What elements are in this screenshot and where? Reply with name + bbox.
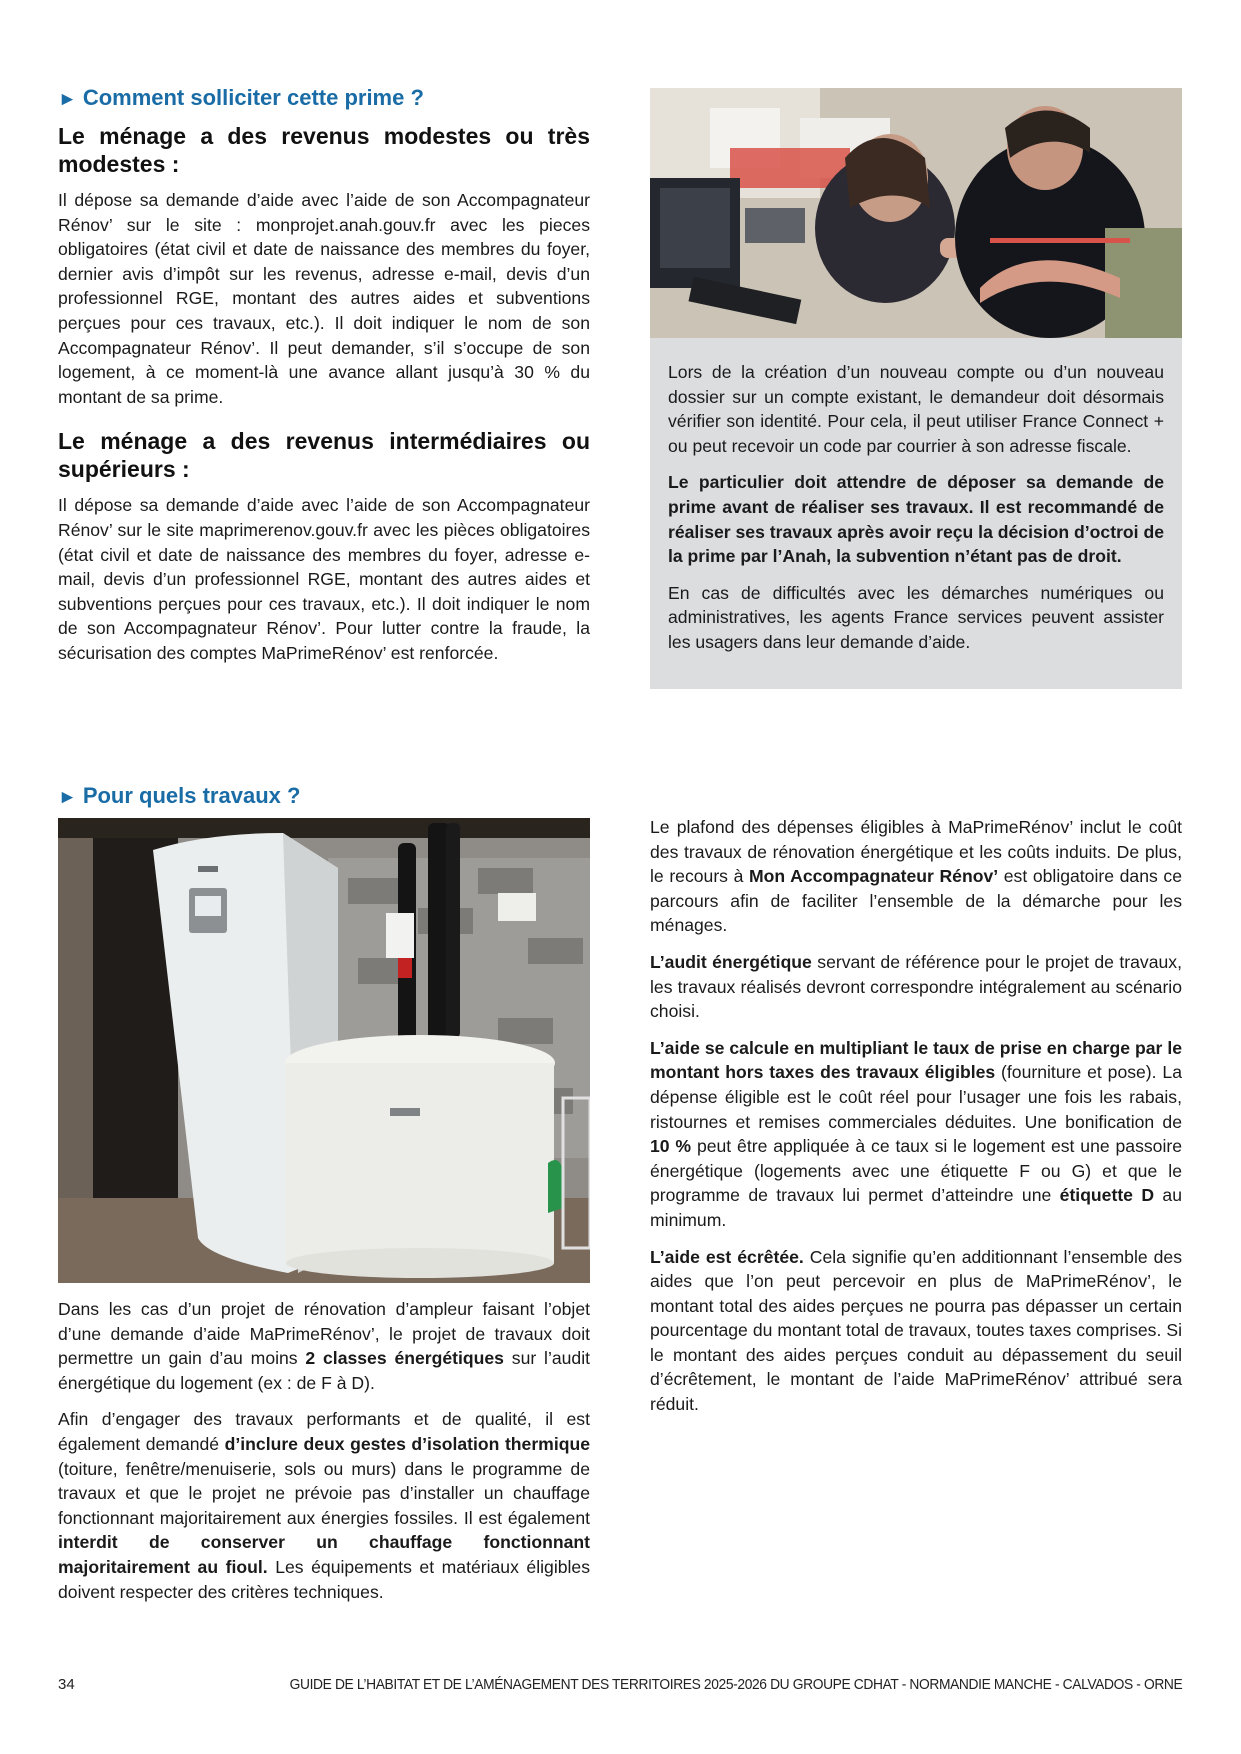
text-run: est obligatoire dans ce parcours afin de faciliter l’ensemble de la démarche pour les ménages. — [650, 866, 1182, 936]
heat-pump-photo-illustration — [58, 818, 590, 1283]
page-number: 34 — [58, 1676, 75, 1693]
text-run: (toiture, fenêtre/menuiserie, sols ou murs) dans le programme de travaux et que le projet ne prévoie pas d’installer un chauffage fonctionnant majoritairement aux énergies fossiles. Il est également — [58, 1458, 590, 1528]
left-top-column — [58, 84, 590, 678]
text-run: servant de référence pour le projet de travaux, les travaux réalisés devront correspondre intégralement au scénario choisi. — [650, 951, 1182, 1022]
office-photo — [650, 88, 1182, 338]
section-title-text: Pour quels travaux ? — [82, 783, 301, 808]
text-run: au minimum. — [650, 1185, 1182, 1230]
office-photo-illustration — [650, 88, 1182, 338]
text-run: peut être appliquée à ce taux si le logement est une passoire énergétique (logements avec une étiquette F ou G) et que le programme de travaux lui permet d’atteindre une — [650, 1136, 1182, 1206]
left-bottom-column — [58, 782, 590, 1616]
bold-fioul-ban: interdit de conserver un chauffage fonctionnant majoritairement au fioul. — [58, 1532, 590, 1577]
paragraph-ecretement — [650, 1245, 1182, 1417]
text-run: Les équipements et matériaux éligibles doivent respecter des critères techniques. — [58, 1556, 591, 1602]
right-top-column — [650, 88, 1182, 689]
section-title-comment-solliciter — [58, 84, 590, 114]
text-run: Dans les cas d’un projet de rénovation d’ampleur faisant l’objet d’une demande d’aide MaPrimeRénov’, le projet de travaux doit permettre un gain d’au moins — [58, 1299, 590, 1369]
bold-etiquette-d: étiquette D — [1059, 1185, 1155, 1206]
text-run: sur l’audit énergétique du logement (ex : de F à D). — [58, 1348, 590, 1393]
paragraph-isolation-requirements — [58, 1407, 590, 1604]
subtitle-intermediate-income: Le ménage a des revenus intermédiaires ou supérieurs : — [58, 428, 590, 483]
bold-10-percent: 10 % — [650, 1136, 692, 1157]
section-title-pour-quels-travaux — [58, 782, 590, 812]
info-box-warning-bold: Le particulier doit attendre de déposer sa demande de prime avant de réaliser ses travaux. Il est recommandé de réaliser ses travaux après avoir reçu la décision d’octroi de la prime par l’Anah, la subvention n’étant pas de droit. — [668, 472, 1164, 567]
paragraph-energy-classes — [58, 1297, 590, 1395]
triangle-right-icon: ► — [58, 89, 77, 110]
bold-ecretee: L’aide est écrêtée. — [650, 1246, 804, 1267]
paragraph-calcul — [650, 1036, 1182, 1233]
bold-2-classes: 2 classes énergétiques — [305, 1348, 504, 1369]
section-title-text: Comment solliciter cette prime ? — [82, 85, 424, 110]
bold-calcul: L’aide se calcule en multipliant le taux de prise en charge par le montant hors taxes des travaux éligibles — [650, 1037, 1182, 1083]
bold-audit: L’audit énergétique — [650, 951, 812, 972]
heat-pump-photo — [58, 818, 590, 1283]
bold-isolation: d’inclure deux gestes d’isolation thermique — [224, 1433, 590, 1454]
subtitle-modest-income: Le ménage a des revenus modestes ou très modestes : — [58, 123, 590, 177]
footer-title: GUIDE DE L’HABITAT ET DE L’AMÉNAGEMENT DES TERRITOIRES 2025-2026 DU GROUPE CDHAT - NORMANDIE MANCHE - CALVADOS - ORNE — [289, 1676, 1182, 1693]
text-run: Le plafond des dépenses éligibles à MaPrimeRénov’ inclut le coût des travaux de rénovation énergétique et les coûts induits. De plus, le recours à — [650, 817, 1182, 887]
info-box-france-services-paragraph: En cas de difficultés avec les démarches numériques ou administratives, les agents France services peuvent assister les usagers dans leur demande d’aide. — [668, 582, 1164, 652]
info-box — [650, 338, 1182, 689]
right-bottom-column — [650, 815, 1182, 1429]
text-run: (fourniture et pose). La dépense éligible est le coût réel pour l’usager une fois les rabais, ristournes et remises commerciales déduites. Une bonification de — [650, 1062, 1182, 1132]
paragraph-plafond — [650, 815, 1182, 938]
info-box-warning-paragraph — [668, 470, 1164, 568]
paragraph-intermediate-income: Il dépose sa demande d’aide avec l’aide de son Accompagnateur Rénov’ sur le site maprimerenov.gouv.fr avec les pièces obligatoires (état civil et date de naissance des membres du foyer, adresse e-mail, devis d’un professionnel RGE, montant des autres aides et subventions perçues pour ces travaux, etc.). Il doit indiquer le nom de son Accompagnateur Rénov’. Pour lutter contre la fraude, la sécurisation des comptes MaPrimeRénov’ est renforcée. — [58, 495, 590, 663]
paragraph-audit — [650, 950, 1182, 1024]
bold-accompagnateur: Mon Accompagnateur Rénov’ — [749, 866, 999, 887]
triangle-right-icon: ► — [58, 787, 77, 808]
info-box-identity-paragraph: Lors de la création d’un nouveau compte ou d’un nouveau dossier sur un compte existant, le demandeur doit désormais vérifier son identité. Pour cela, il peut utiliser France Connect + ou peut recevoir un code par courrier à son adresse fiscale. — [668, 362, 1164, 456]
text-run: Cela signifie qu’en additionnant l’ensemble des aides que l’on peut percevoir en plus de MaPrimeRénov’, le montant total des aides perçues ne pourra pas dépasser un certain pourcentage du montant total de travaux, toutes taxes comprises. Si le montant des aides perçues conduit au dépassement du seuil d’écrêtement, le montant de l’aide MaPrimeRénov’ attribué sera réduit. — [650, 1246, 1182, 1415]
paragraph-modest-income: Il dépose sa demande d’aide avec l’aide de son Accompagnateur Rénov’ sur le site : monprojet.anah.gouv.fr avec les pieces obligatoires (état civil et date de naissance des membres du foyer, dernier avis d’impôt sur les revenus, adresse e-mail, devis d’un professionnel RGE, montant des autres aides et subventions perçues pour ces travaux, etc.). Il doit indiquer le nom de son Accompagnateur Rénov’. Il peut demander, s’il s’occupe de son logement, à ce moment-là une avance allant jusqu’à 30 % du montant de sa prime. — [58, 190, 590, 407]
text-run: Afin d’engager des travaux performants et de qualité, il est également demandé — [58, 1409, 590, 1454]
